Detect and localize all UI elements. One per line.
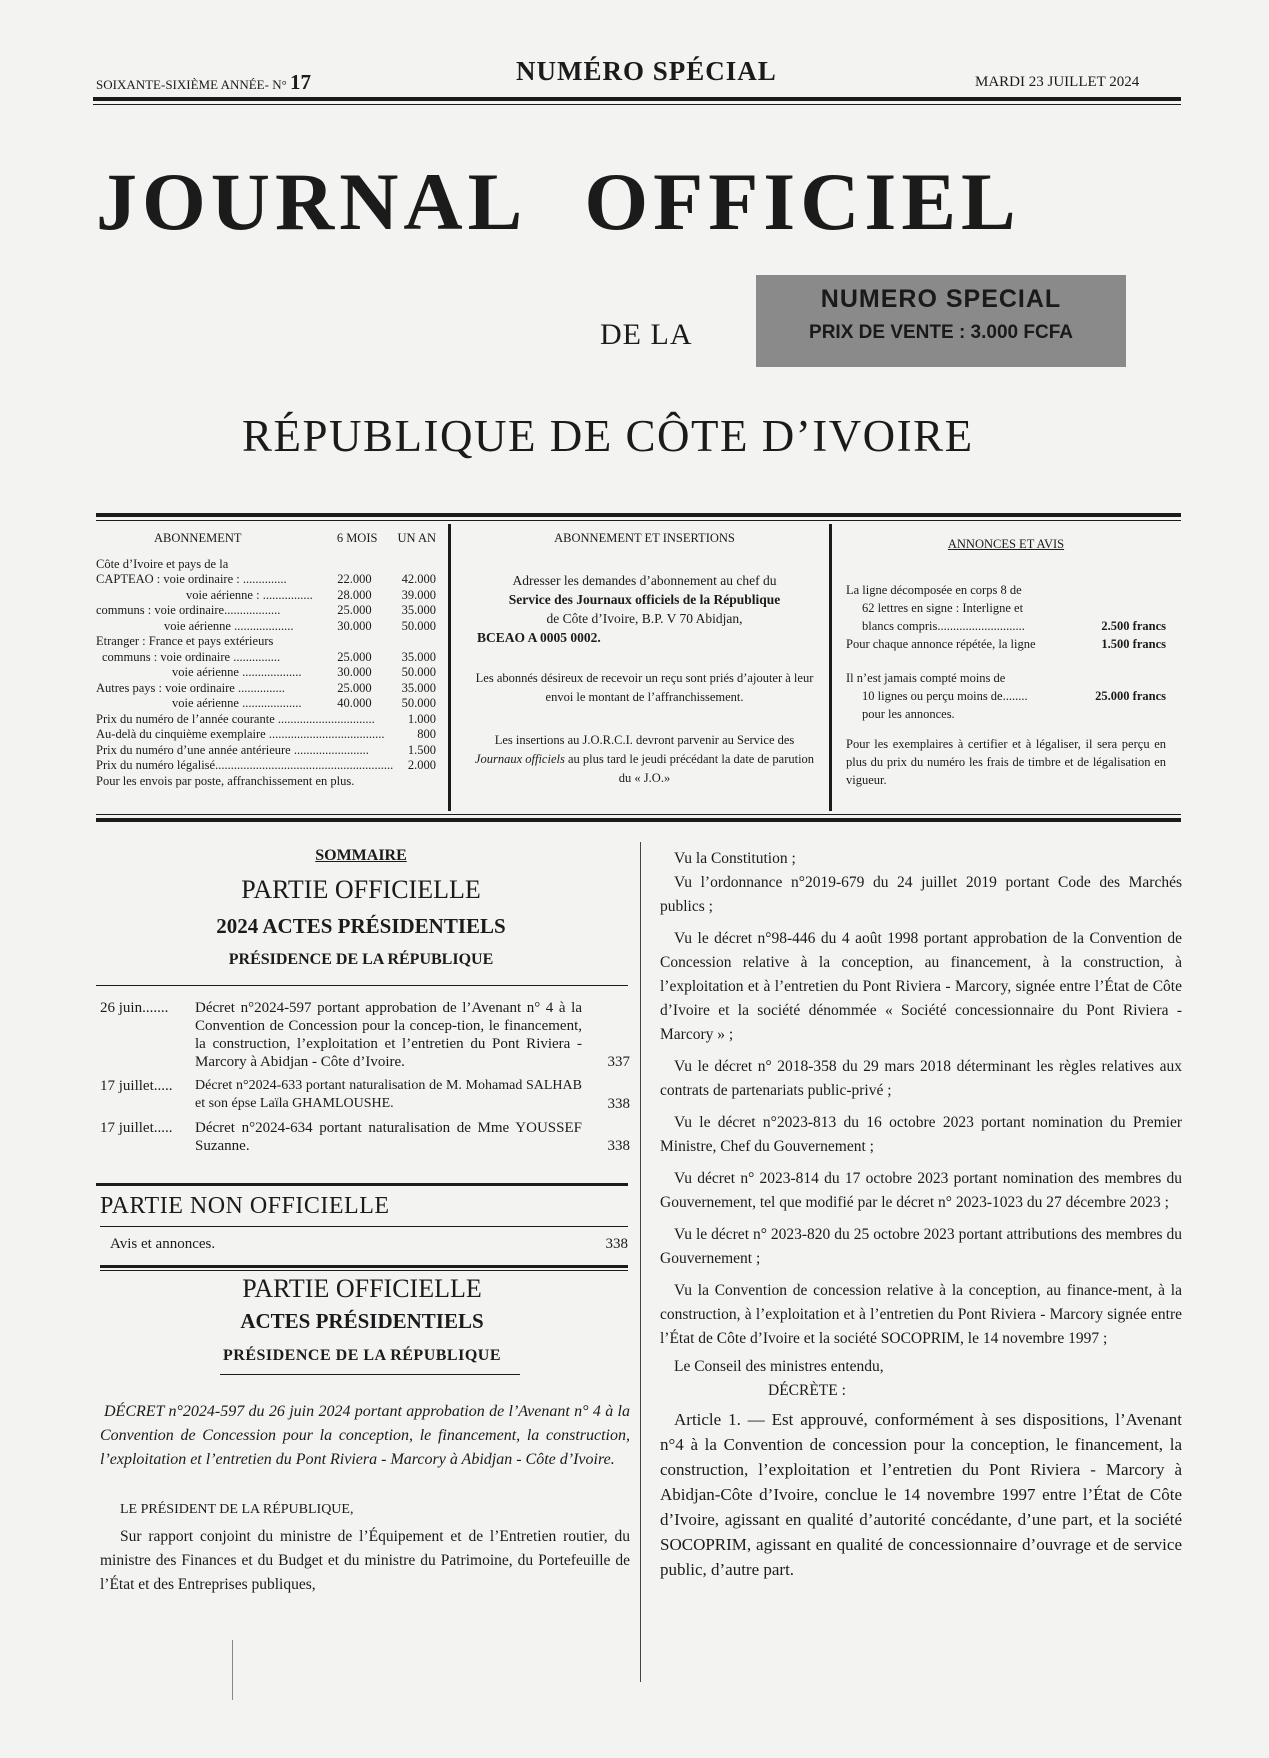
issue-line — [96, 70, 311, 95]
subscription-header — [96, 531, 436, 547]
special-header: NUMÉRO SPÉCIAL — [516, 56, 777, 86]
info-top-rule-thin — [96, 520, 1181, 521]
non-officielle-rule — [96, 1183, 628, 1186]
annonces-text: La ligne décomposée en corps 8 de — [846, 582, 1022, 597]
price-box-line2: PRIX DE VENTE : 3.000 FCFA — [809, 322, 1073, 343]
insertions-p1a: Adresser les demandes d’abonnement au chef du — [512, 572, 777, 588]
subscription-row: voie aérienne ................... 40.000 50.000 — [172, 696, 436, 710]
sommaire-title: SOMMAIRE — [315, 847, 407, 864]
body-top-rule-thin — [100, 1270, 628, 1271]
subscription-row: communs : voie ordinaire.................. 25.000 35.000 — [96, 603, 436, 617]
price-row: Prix du numéro d’une année antérieure ........................ 1.500 — [96, 742, 436, 757]
annonces-header: ANNONCES ET AVIS — [947, 537, 1065, 551]
annonces-text: Il n’est jamais compté moins de — [846, 670, 1006, 685]
subscription-row: communs : voie ordinaire ............... 25.000 35.000 — [102, 649, 436, 664]
insertions-header: ABONNEMENT ET INSERTIONS — [554, 531, 735, 545]
price-row: Au-delà du cinquième exemplaire ..................................... 800 — [96, 727, 436, 741]
body-presidence: PRÉSIDENCE DE LA RÉPUBLIQUE — [223, 1347, 501, 1364]
annonces-footer: Pour les exemplaires à certifier et à légaliser, il sera perçu en plus du prix du numéro les frais de timbre et de légalisation en vigueur. — [846, 736, 1166, 787]
president-line: LE PRÉSIDENT DE LA RÉPUBLIQUE, — [120, 1502, 354, 1517]
insertions-column — [472, 531, 817, 788]
sommaire-item: 17 juillet..... Décret n°2024-633 portant naturalisation de M. Mohamad SALHAB et son épse Laïla GHAMLOUSHE. 338 — [100, 1078, 630, 1112]
subscription-row: voie aérienne ................... 30.000 50.000 — [164, 618, 436, 633]
partie-non-officielle: PARTIE NON OFFICIELLE — [100, 1193, 390, 1219]
body-actes: ACTES PRÉSIDENTIELS — [240, 1309, 484, 1333]
issue-label: SOIXANTE-SIXIÈME ANNÉE- N° — [96, 77, 287, 92]
vu-paragraph: Vu le décret n° 2023-820 du 25 octobre 2023 portant attributions des membres du Gouvernement ; — [660, 1226, 1182, 1267]
sommaire-item: 17 juillet..... Décret n°2024-634 portant naturalisation de Mme YOUSSEF Suzanne. 338 — [100, 1120, 630, 1154]
info-bottom-rule — [96, 818, 1181, 822]
insertions-p2: Les abonnés désireux de recevoir un reçu sont priés d’ajouter à leur envoi le montant de l’affranchissement. — [475, 670, 814, 704]
subscription-footer: Pour les envois par poste, affranchissement en plus. — [96, 773, 355, 788]
republic-title: RÉPUBLIQUE DE CÔTE D’IVOIRE — [242, 411, 974, 461]
sommaire-rule — [96, 985, 628, 986]
annonces-text: blancs compris............................ — [862, 618, 1025, 633]
subscription-column — [96, 531, 436, 789]
avis-label: Avis et annonces. — [110, 1236, 216, 1252]
annonces-column — [846, 537, 1166, 789]
subscription-row: CAPTEAO : voie ordinaire : .............. 22.000 42.000 — [96, 572, 436, 586]
issue-number: 17 — [290, 70, 312, 94]
vu-paragraph: Vu décret n° 2023-814 du 17 octobre 2023 portant nomination des membres du Gouvernement, tel que modifié par le décret n° 2023-1023 du 27 décembre 2023 ; — [660, 1170, 1182, 1211]
subscription-intro: Côte d’Ivoire et pays de la — [96, 556, 229, 571]
rapport-paragraph: Sur rapport conjoint du ministre de l’Équipement et de l’Entretien routier, du ministre des Finances et du Budget et du ministre du Patrimoine, du Portefeuille de l’État et des Entreprises publiques, — [100, 1528, 630, 1593]
vu-paragraph: Vu le décret n°98-446 du 4 août 1998 portant approbation de la Convention de Concession relative à la conception, au financement, à la construction, à l’exploitation et à l’entretien du Pont Riviera - Marcory, signée entre l’État de Côte d’Ivoire et la société dénommée « Société concessionnaire du Pont Riviera - Marcory » ; — [660, 930, 1182, 1043]
sommaire-presidence: PRÉSIDENCE DE LA RÉPUBLIQUE — [228, 951, 494, 968]
body-top-rule — [100, 1265, 628, 1268]
insertions-p1d: BCEAO A 0005 0002. — [477, 629, 601, 645]
vu-paragraph: Vu la Constitution ; — [674, 850, 796, 867]
body-partie-officielle: PARTIE OFFICIELLE — [242, 1274, 482, 1303]
avis-line — [110, 1236, 628, 1253]
price-box — [756, 275, 1126, 367]
annonces-text: Pour chaque annonce répétée, la ligne — [846, 636, 1036, 651]
body-presidence-rule — [220, 1374, 520, 1375]
vu-paragraph: Vu le décret n°2023-813 du 16 octobre 2023 portant nomination du Premier Ministre, Chef du Gouvernement ; — [660, 1114, 1182, 1155]
vu-paragraph: Vu l’ordonnance n°2019-679 du 24 juillet 2019 portant Code des Marchés publics ; — [660, 874, 1182, 915]
avis-page: 338 — [605, 1236, 628, 1252]
conseil-line: Le Conseil des ministres entendu, — [674, 1358, 884, 1375]
price-box-line1: NUMERO SPECIAL — [820, 285, 1062, 313]
subscription-header-label: ABONNEMENT — [154, 531, 242, 545]
de-la: DE LA — [600, 318, 693, 351]
price-row: Prix du numéro légalisé......................................................... 2.000 — [96, 758, 436, 772]
avis-rule — [100, 1226, 628, 1227]
info-divider-1 — [448, 524, 451, 811]
info-divider-2 — [829, 524, 832, 811]
annonces-text: pour les annonces. — [862, 706, 955, 721]
price-row: Prix du numéro de l’année courante ............................... 1.000 — [96, 711, 436, 726]
vu-paragraph: Vu le décret n° 2018-358 du 29 mars 2018 déterminant les règles relatives aux contrats de partenariats public-privé ; — [660, 1058, 1182, 1099]
insertions-p1b: Service des Journaux officiels de la République — [508, 591, 781, 607]
annonces-price: 1.500 francs — [1101, 636, 1166, 651]
sommaire-list — [100, 999, 630, 1161]
article-1: Article 1. — Est approuvé, conformément à ses dispositions, l’Avenant n°4 à la Convention de concession pour la conception, le financement, la construction, l’exploitation et l’entretien du Pont Riviera - Marcory à Abidjan-Côte d’Ivoire, conclue le 14 novembre 1997 entre l’État de Côte d’Ivoire, agissant en qualité d’autorité concédante, d’une part, et la société SOCOPRIM, agissant en qualité de concessionnaire d’ouvrage et de service public, d’autre part. — [660, 1410, 1182, 1579]
info-bottom-rule-thin — [96, 814, 1181, 815]
foreign-intro: Etranger : France et pays extérieurs — [96, 634, 274, 648]
scan-mark — [232, 1640, 233, 1700]
sommaire-item: 26 juin....... Décret n°2024-597 portant approbation de l’Avenant n° 4 à la Convention de Concession pour la concep-tion, le financement, la construction, l’exploitation et l’entretien du Pont Riviera - Marcory à Abidjan - Côte d’Ivoire. 337 — [100, 1000, 630, 1070]
header-rule — [93, 97, 1181, 101]
annonces-text: 10 lignes ou perçu moins de........ — [862, 688, 1028, 703]
journal-title: JOURNAL OFFICIEL — [96, 156, 1021, 247]
annonces-price: 25.000 francs — [1095, 688, 1166, 703]
decrete-line: DÉCRÈTE : — [768, 1382, 846, 1399]
insertions-p3: Les insertions au J.O.R.C.I. devront parvenir au Service des Journaux officiels au plus tard le jeudi précédant la date de parution du « J.O.» — [474, 732, 815, 785]
subscription-row: voie aérienne : ................ 28.000 39.000 — [186, 587, 436, 602]
decree-title: DÉCRET n°2024-597 du 26 juin 2024 portant approbation de l’Avenant n° 4 à la Convention de Concession pour la conception, le financement, la construction, l’exploitation et l’entretien du Pont Riviera - Marcory à Abidjan - Côte d’Ivoire. — [100, 1403, 630, 1468]
annonces-text: 62 lettres en signe : Interligne et — [862, 600, 1024, 615]
sommaire-actes: 2024 ACTES PRÉSIDENTIELS — [216, 914, 506, 938]
subscription-header-col1: 6 MOIS — [336, 531, 378, 545]
insertions-p1c: de Côte d’Ivoire, B.P. V 70 Abidjan, — [546, 610, 743, 626]
issue-date: MARDI 23 JUILLET 2024 — [975, 74, 1140, 90]
right-column — [660, 847, 1182, 1582]
subscription-row: voie aérienne ................... 30.000 50.000 — [172, 665, 436, 679]
vu-paragraph: Vu la Convention de concession relative à la conception, au finance-ment, à la construction, à l’exploitation et à l’entretien du Pont Riviera - Marcory signée entre l’État de Côte d’Ivoire et la société SOCOPRIM, le 14 novembre 1997 ; — [660, 1282, 1182, 1347]
column-divider — [640, 842, 641, 1682]
header-rule-thin — [93, 104, 1181, 105]
sommaire-partie-officielle: PARTIE OFFICIELLE — [241, 875, 481, 904]
subscription-header-col2: UN AN — [397, 531, 436, 545]
info-top-rule — [96, 513, 1181, 517]
subscription-row: Autres pays : voie ordinaire ............... 25.000 35.000 — [96, 680, 436, 695]
annonces-price: 2.500 francs — [1101, 618, 1166, 633]
